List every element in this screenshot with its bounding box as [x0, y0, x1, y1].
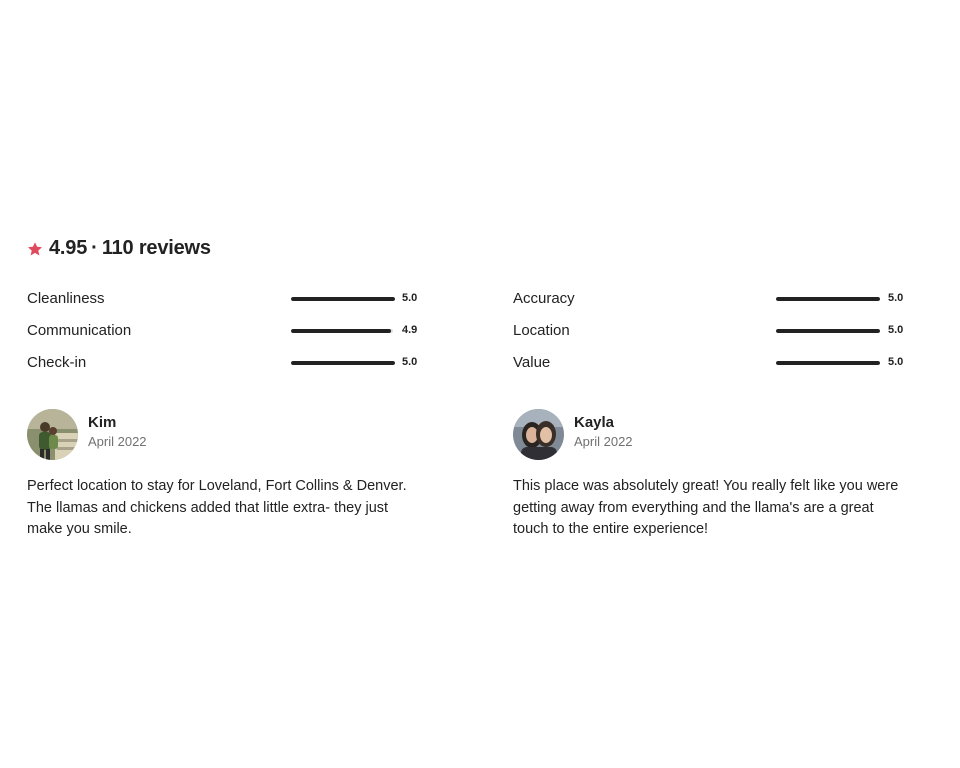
rating-label: Cleanliness: [27, 290, 105, 307]
rating-bar-fill: [776, 329, 880, 333]
rating-bar: [776, 297, 880, 301]
rating-row-value: [513, 352, 913, 374]
rating-bar-fill: [776, 361, 880, 365]
review-card: [27, 408, 427, 541]
rating-label: Location: [513, 322, 570, 339]
rating-value: 5.0: [888, 324, 904, 336]
rating-row-location: [513, 320, 913, 342]
rating-separator: ·: [91, 237, 98, 259]
rating-bar: [291, 361, 395, 365]
review-text: Perfect location to stay for Loveland, Fort Collins & Denver. The llamas and chickens added that little extra- they just make you smile.: [27, 478, 407, 537]
rating-value: 4.9: [402, 324, 418, 336]
overall-rating: 4.95: [49, 237, 88, 259]
review-date: April 2022: [574, 433, 633, 449]
rating-value: 5.0: [888, 356, 904, 368]
reviewer-info: [88, 414, 147, 451]
review-text: This place was absolutely great! You really felt like you were getting away from everything and the llama's are a great touch to the entire experience!: [513, 478, 899, 537]
rating-value: 5.0: [402, 292, 418, 304]
rating-row-accuracy: [513, 288, 913, 310]
rating-bar-fill: [776, 297, 880, 301]
rating-value: 5.0: [888, 292, 904, 304]
star-icon: [27, 241, 43, 257]
rating-bar: [291, 329, 393, 333]
reviewer-name: Kim: [88, 413, 117, 431]
review-card: [513, 408, 913, 541]
rating-bar: [776, 361, 880, 365]
reviewer-name: Kayla: [574, 413, 615, 431]
reviewer-header: [513, 408, 913, 460]
rating-bar-fill: [291, 297, 395, 301]
rating-row-check-in: [27, 352, 427, 374]
review-date: April 2022: [88, 433, 147, 449]
avatar-photo-kim: [27, 409, 78, 460]
rating-row-communication: [27, 320, 427, 342]
rating-label: Value: [513, 354, 551, 371]
avatar[interactable]: [513, 409, 564, 460]
rating-summary: [27, 237, 211, 260]
reviews-count-link[interactable]: 110 reviews: [101, 237, 211, 259]
rating-label: Communication: [27, 322, 132, 339]
reviewer-header: [27, 408, 427, 460]
rating-row-cleanliness: [27, 288, 427, 310]
rating-bar-fill: [291, 361, 395, 365]
rating-label: Accuracy: [513, 290, 575, 307]
reviewer-info: [574, 414, 633, 451]
rating-label: Check-in: [27, 354, 87, 371]
rating-bar: [291, 297, 395, 301]
avatar-photo-kayla: [513, 409, 564, 460]
avatar[interactable]: [27, 409, 78, 460]
rating-bar: [776, 329, 880, 333]
rating-value: 5.0: [402, 356, 418, 368]
rating-bar-fill: [291, 329, 391, 333]
